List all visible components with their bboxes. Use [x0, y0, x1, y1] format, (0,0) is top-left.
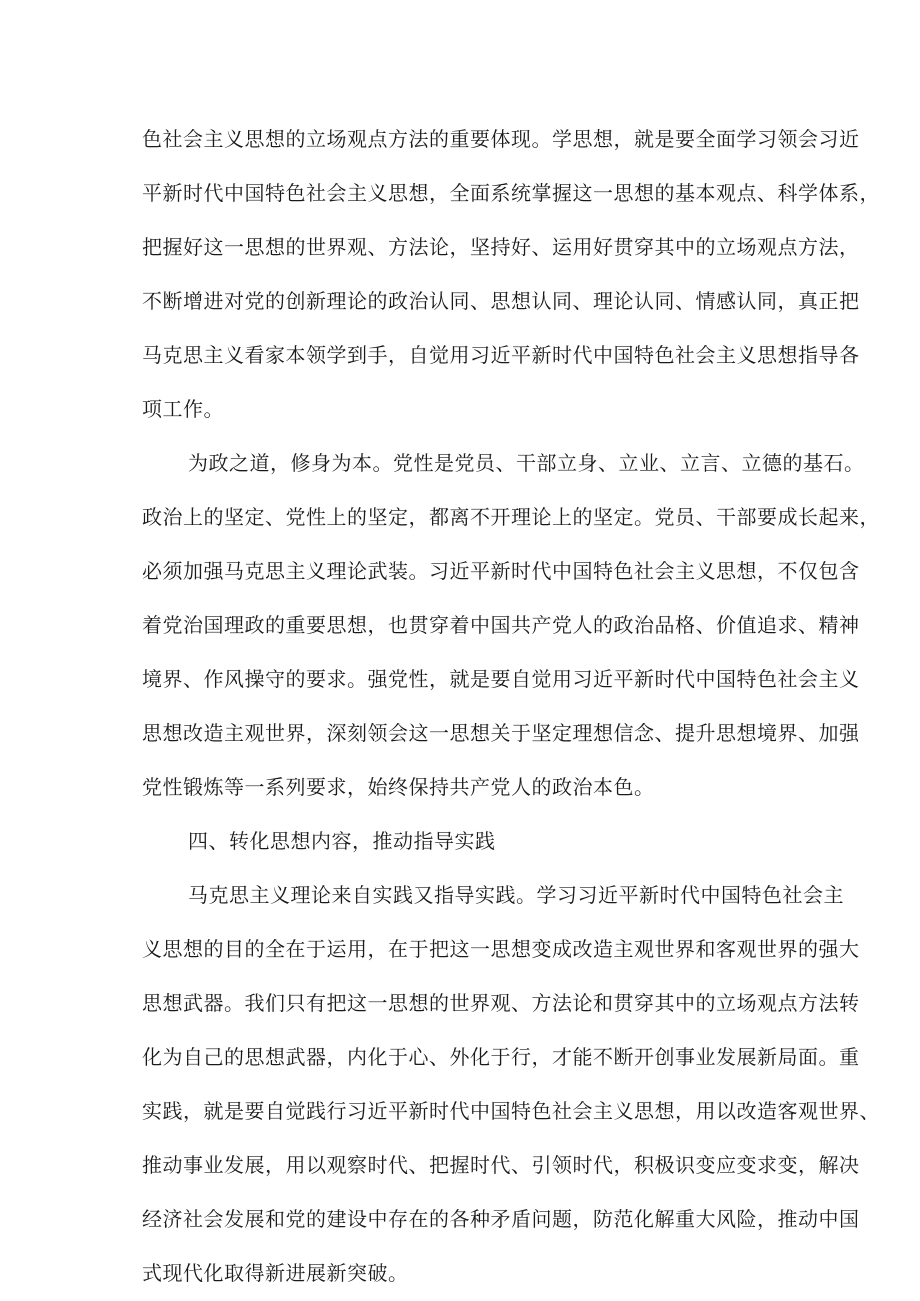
text-line: 项工作。 [142, 397, 224, 421]
text-line: 不断增进对党的创新理论的政治认同、思想认同、理论认同、情感认同，真正把 [142, 289, 860, 313]
section-heading: 四、转化思想内容，推动指导实践 [188, 829, 496, 853]
text-line: 推动事业发展，用以观察时代、把握时代、引领时代，积极识变应变求变，解决 [142, 1153, 860, 1177]
text-line: 平新时代中国特色社会主义思想，全面系统掌握这一思想的基本观点、科学体系， [142, 181, 880, 205]
text-line: 式现代化取得新进展新突破。 [142, 1261, 409, 1285]
text-line: 马克思主义看家本领学到手，自觉用习近平新时代中国特色社会主义思想指导各 [142, 343, 860, 367]
text-line: 必须加强马克思主义理论武装。习近平新时代中国特色社会主义思想，不仅包含 [142, 559, 860, 583]
text-line: 化为自己的思想武器，内化于心、外化于行，才能不断开创事业发展新局面。重 [142, 1045, 860, 1069]
paragraph-first-line: 为政之道，修身为本。党性是党员、干部立身、立业、立言、立德的基石。 [188, 451, 865, 475]
text-line: 思想改造主观世界，深刻领会这一思想关于坚定理想信念、提升思想境界、加强 [142, 721, 860, 745]
text-line: 党性锻炼等一系列要求，始终保持共产党人的政治本色。 [142, 775, 655, 799]
text-line: 把握好这一思想的世界观、方法论，坚持好、运用好贯穿其中的立场观点方法， [142, 235, 860, 259]
text-line: 思想武器。我们只有把这一思想的世界观、方法论和贯穿其中的立场观点方法转 [142, 991, 860, 1015]
text-line: 实践，就是要自觉践行习近平新时代中国特色社会主义思想，用以改造客观世界、 [142, 1099, 880, 1123]
text-line: 境界、作风操守的要求。强党性，就是要自觉用习近平新时代中国特色社会主义 [142, 667, 860, 691]
text-line: 政治上的坚定、党性上的坚定，都离不开理论上的坚定。党员、干部要成长起来， [142, 505, 880, 529]
text-line: 色社会主义思想的立场观点方法的重要体现。学思想，就是要全面学习领会习近 [142, 127, 860, 151]
text-line: 着党治国理政的重要思想，也贯穿着中国共产党人的政治品格、价值追求、精神 [142, 613, 860, 637]
text-line: 经济社会发展和党的建设中存在的各种矛盾问题，防范化解重大风险，推动中国 [142, 1207, 860, 1231]
text-line: 义思想的目的全在于运用，在于把这一思想变成改造主观世界和客观世界的强大 [142, 937, 860, 961]
paragraph-first-line: 马克思主义理论来自实践又指导实践。学习习近平新时代中国特色社会主 [188, 883, 844, 907]
